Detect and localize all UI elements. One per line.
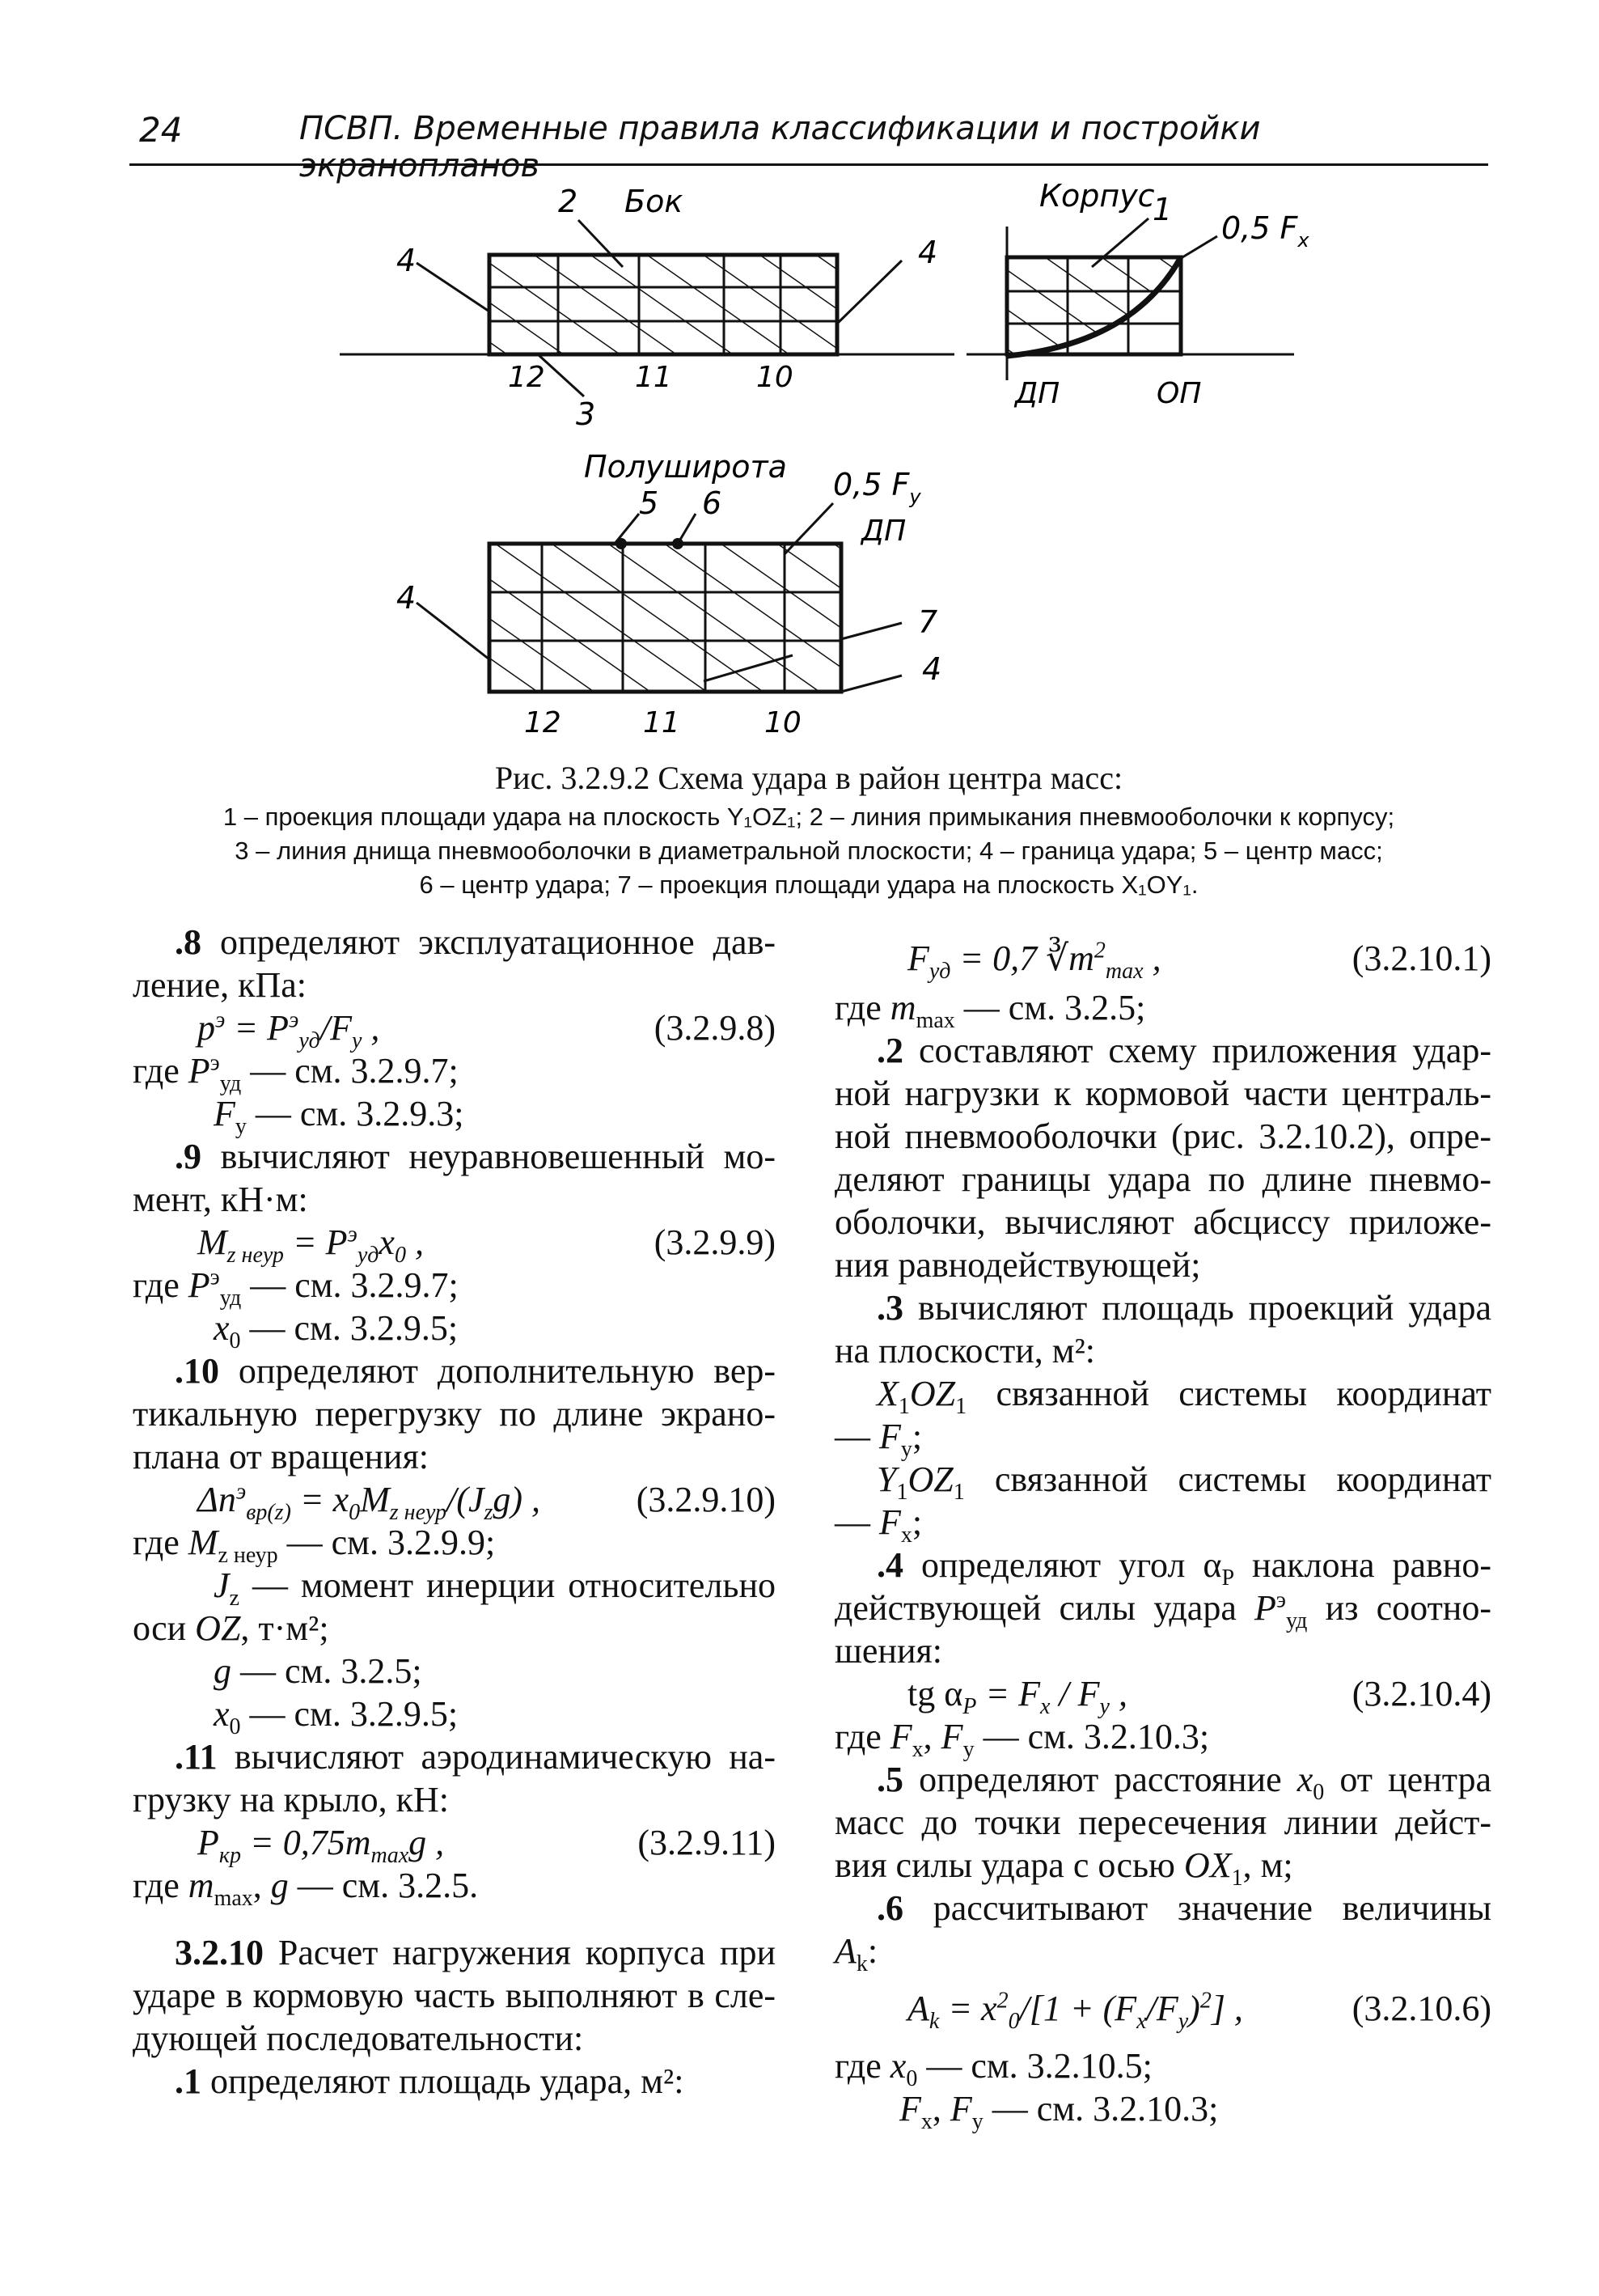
figure-caption-line-2: 3 – линия днища пневмооболочки в диаметральной плоскости; 4 – граница удара; 5 – центр масс; bbox=[235, 837, 1383, 865]
page-number: 24 bbox=[139, 110, 183, 150]
label-1: 1 bbox=[1153, 192, 1173, 227]
center-of-mass-marker bbox=[615, 538, 627, 549]
label-12: 12 bbox=[508, 361, 545, 394]
right-column: $F_{уд} = 0,7$ $∛m^2_{max}$ , (3.2.10.1) где $m_{max}$ — см. 3.2.5; .2 составляют схему приложения удар- ной нагрузки к кормовой части централь- ной пневмооболочки (рис. 3.2.10.2), опре- деляют границы удара по длине пневмо- оболочки, вычисляют абсциссу приложе- ния равнодействующей; .3 вычисляют площадь проекций удара на плоскости, м²: $X_1OZ_1$ связанной системы координат — $F_y$; $Y_1OZ_1$ связанной системы координат — $F_x$; .4 определяют угол $\alpha_P$ наклона равно- действующей силы удара $P^э_{уд}$ из соотно- шения: tg $\alpha_P = F_x / F_y$ , (3.2.10.4) где $F_x$, $F_y$ — см. 3.2.10.3; .5 определяют расстояние $x_0$ от центра масс до точки пересечения линии дейст- вия силы удара с осью $OX_1$, м; .6 рассчитывают значение величины $A_k$: $A_k = x^2_0/[1 + (F_x/F_y)^2]$ , (3.2.10.6) где $x_0$ — см. 3.2.10.5; $F_x$, $F_y$ — см. 3.2.10.3; bbox=[835, 938, 1492, 2134]
formula-3-2-9-9: $M_{z неур} = P^э_{уд}x_0$ , (3.2.9.9) bbox=[197, 1222, 776, 1268]
label-dp-2: ДП bbox=[861, 515, 907, 548]
formula-3-2-10-4: tg $\alpha_P = F_x / F_y$ , (3.2.10.4) bbox=[907, 1674, 1491, 1719]
side-impact-rect bbox=[489, 255, 837, 354]
formula-3-2-9-8: $p^э = P^э_{уд}/F_y$ , (3.2.9.8) bbox=[197, 1007, 776, 1053]
label-4c: 4 bbox=[396, 580, 417, 616]
korpus-impact-area bbox=[1007, 257, 1181, 356]
label-dp: ДП bbox=[1015, 377, 1060, 410]
formula-3-2-10-1: $F_{уд} = 0,7$ $∛m^2_{max}$ , (3.2.10.1) bbox=[907, 938, 1491, 984]
label-bok: Бок bbox=[624, 184, 683, 219]
label-korpus: Корпус bbox=[1039, 178, 1155, 214]
running-title: ПСВП. Временные правила классификации и постройки экранопланов bbox=[299, 110, 1261, 184]
para-3-2-9-10: .10 определяют дополнительную вер- bbox=[175, 1351, 776, 1391]
left-column: .8 определяют эксплуатационное дав- ление, кПа: $p^э = P^э_{уд}/F_y$ , (3.2.9.8) где $P^э_{уд}$ — см. 3.2.9.7; $F_y$ — см. 3.2.9.3; .9 вычисляют неуравновешенный мо- мент, кН·м: $M_{z неур} = P^э_{уд}x_0$ , (3.2.9.9) где $P^э_{уд}$ — см. 3.2.9.7; $x_0$ — см. 3.2.9.5; .10 определяют дополнительную вер- тикальную перегрузку по длине экрано- плана от вращения: $\Delta n^э_{вр(z)} = x_0M_{z неур}/(J_zg)$ , (3.2.9.10) где $M_{z неур}$ — см. 3.2.9.9; $J_z$ — момент инерции относительно оси OZ, т·м²; g — см. 3.2.5; $x_0$ — см. 3.2.9.5; .11 вычисляют аэродинамическую на- грузку на крыло, кН: $P_{кр} = 0,75m_{max}g$ , (3.2.9.11) где $m_{max}$, g — см. 3.2.5. 3.2.10 Расчет нагружения корпуса при ударе в кормовую часть выполняют в сле- дующей последовательности: .1 определяют площадь удара, м²: bbox=[133, 922, 776, 2101]
label-12b: 12 bbox=[524, 706, 561, 739]
label-polushirota: Полуширота bbox=[584, 449, 787, 485]
section-3-2-10: 3.2.10 Расчет нагружения корпуса при bbox=[175, 1933, 776, 1972]
label-7: 7 bbox=[918, 604, 938, 640]
para-3-2-9-11: .11 вычисляют аэродинамическую на- bbox=[175, 1737, 776, 1777]
page-header bbox=[129, 104, 1488, 184]
impact-scheme-figure bbox=[307, 170, 1375, 752]
label-op: ОП bbox=[1157, 377, 1202, 410]
para-3-2-10-4: .4 определяют угол $\alpha_P$ наклона равно- bbox=[877, 1545, 1491, 1591]
label-4b: 4 bbox=[918, 235, 938, 270]
figure-caption-line-1: 1 – проекция площади удара на плоскость Y₁OZ₁; 2 – линия примыкания пневмооболочки к корпусу; bbox=[222, 803, 1395, 831]
para-3-2-10-5: .5 определяют расстояние $x_0$ от центра bbox=[877, 1760, 1492, 1805]
label-half-fx: 0,5 $F_x$ bbox=[1221, 210, 1309, 252]
label-6: 6 bbox=[702, 485, 722, 521]
label-3: 3 bbox=[576, 396, 596, 432]
label-4d: 4 bbox=[922, 651, 942, 687]
label-5: 5 bbox=[639, 485, 659, 521]
center-of-impact-marker bbox=[672, 538, 683, 549]
para-3-2-10-2: .2 составляют схему приложения удар- bbox=[877, 1031, 1491, 1070]
label-4a: 4 bbox=[396, 243, 417, 278]
para-3-2-10-6: .6 рассчитывают значение величины bbox=[877, 1888, 1492, 1928]
label-half-fy: 0,5 $F_y$ bbox=[833, 467, 921, 508]
formula-3-2-9-10: $\Delta n^э_{вр(z)} = x_0M_{z неур}/(J_zg)$ , (3.2.9.10) bbox=[197, 1479, 776, 1525]
figure-caption-title: Рис. 3.2.9.2 Схема удара в район центра масс: bbox=[494, 760, 1123, 796]
para-3-2-9-8: .8 определяют эксплуатационное дав- bbox=[175, 922, 776, 962]
para-3-2-10-3: .3 вычисляют площадь проекций удара bbox=[877, 1288, 1491, 1328]
label-11: 11 bbox=[635, 361, 672, 394]
label-10b: 10 bbox=[764, 706, 802, 739]
formula-3-2-10-6: $A_k = x^2_0/[1 + (F_x/F_y)^2]$ , (3.2.10.6) bbox=[907, 1988, 1491, 2034]
label-11b: 11 bbox=[643, 706, 680, 739]
formula-3-2-9-11: $P_{кр} = 0,75m_{max}g$ , (3.2.9.11) bbox=[197, 1823, 776, 1868]
para-3-2-9-9: .9 вычисляют неуравновешенный мо- bbox=[175, 1137, 776, 1176]
label-10: 10 bbox=[756, 361, 793, 394]
label-2: 2 bbox=[558, 184, 578, 219]
figure-caption-line-3: 6 – центр удара; 7 – проекция площади удара на плоскость X₁OY₁. bbox=[419, 871, 1199, 899]
